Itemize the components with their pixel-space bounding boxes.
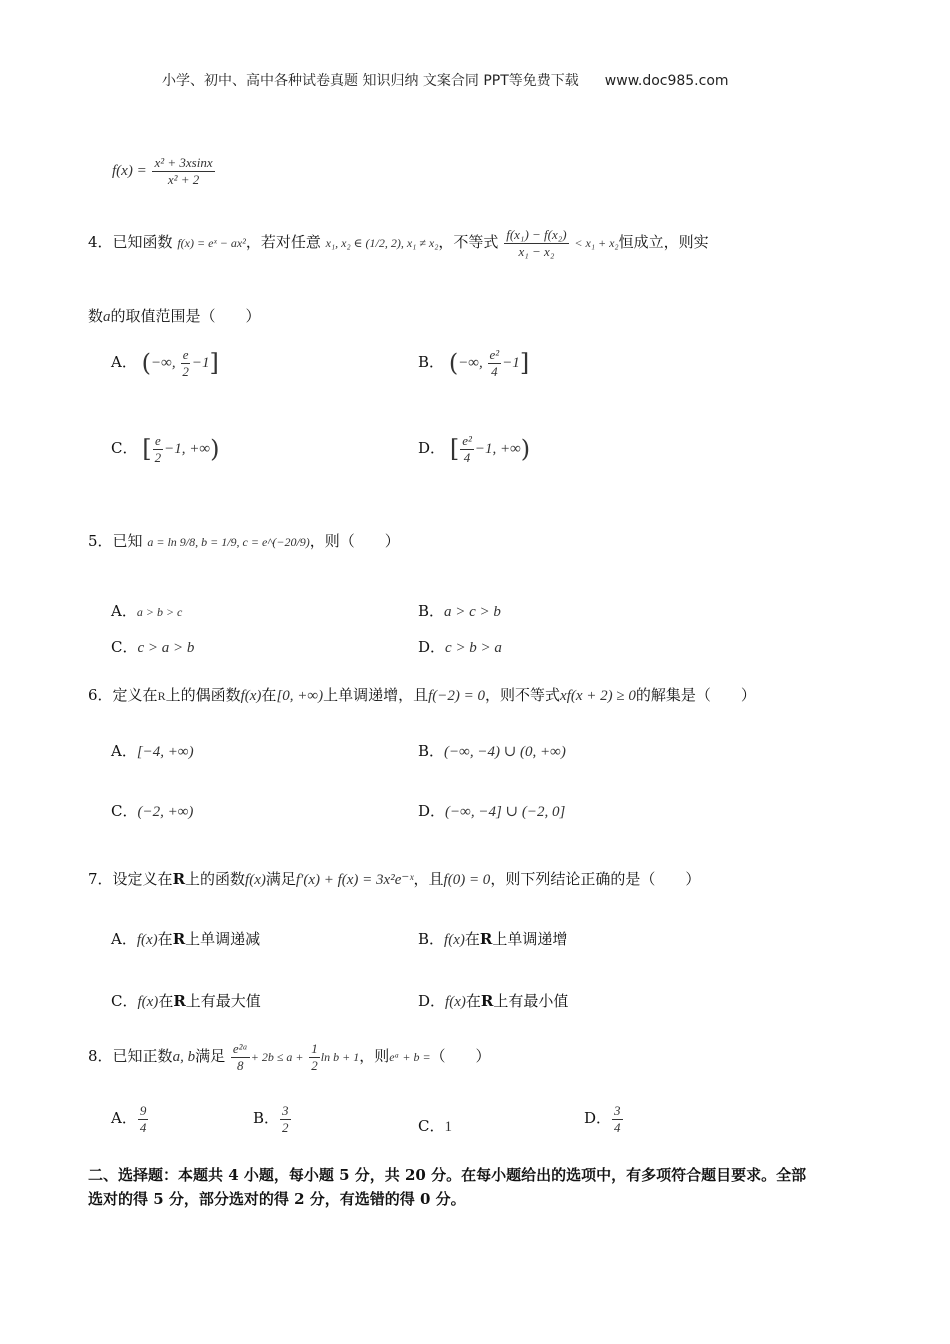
- q4-ineq-num: f(x₁) − f(x₂): [506, 227, 567, 242]
- q4-text: ，若对任意: [245, 233, 321, 252]
- option-num: 3: [282, 1103, 289, 1118]
- option-label: A．: [111, 930, 137, 948]
- q6-cond: f(−2) = 0: [428, 688, 486, 704]
- bracket: ): [520, 435, 531, 464]
- q6-stem: [88, 684, 756, 705]
- option-func: f(x): [445, 994, 466, 1010]
- header-site-text: 小学、初中、高中各种试卷真题 知识归纳 文案合同 PPT等免费下载: [162, 73, 579, 89]
- q4-option-b[interactable]: [418, 348, 529, 378]
- option-expr: −1, +∞: [164, 441, 211, 458]
- bracket: ): [210, 435, 220, 464]
- q6-text: 上的偶函数: [165, 686, 241, 704]
- q8-cond-den2: 2: [311, 1057, 318, 1073]
- option-expr: (−2, +∞): [137, 804, 194, 820]
- option-text: 上有最大值: [185, 992, 261, 1010]
- page-header: [162, 70, 729, 90]
- q6-option-c[interactable]: [111, 800, 193, 821]
- option-expr: a > c > b: [444, 604, 501, 620]
- option-set: R: [479, 930, 493, 948]
- q8-vars: a, b: [172, 1049, 196, 1066]
- q7-number: 7．: [88, 870, 113, 888]
- bracket: [: [142, 435, 152, 464]
- q8-option-a[interactable]: [111, 1104, 149, 1134]
- option-den: 2: [154, 449, 162, 465]
- q4-text: 的取值范围是（ ）: [110, 307, 261, 325]
- bracket: ]: [209, 349, 219, 378]
- section-2-line2: 选对的得 5 分，部分选对的得 2 分，有选错的得 0 分。: [88, 1190, 466, 1208]
- q4-ineq-den: x₁ − x₂: [518, 243, 555, 259]
- q5-option-a[interactable]: [111, 600, 182, 621]
- q6-text: 在: [261, 686, 277, 704]
- q4-ineq-rhs: < x₁ + x₂: [574, 236, 619, 251]
- q5-expr: a = ln 9/8, b = 1/9, c = e^(−20/9): [147, 535, 310, 549]
- option-den: 4: [614, 1119, 621, 1135]
- option-num: 3: [614, 1103, 621, 1118]
- q4-option-a[interactable]: [111, 348, 219, 378]
- option-num: e²: [462, 433, 472, 448]
- section-2-line1: 二、选择题：本题共 4 小题，每小题 5 分，共 20 分。在每小题给出的选项中，有多项符合题目要求。全部: [88, 1166, 807, 1184]
- q6-text: ，则不等式: [485, 686, 561, 704]
- option-num: e: [155, 433, 161, 448]
- option-label: C．: [418, 1117, 445, 1135]
- q5-text: ，则（ ）: [309, 532, 400, 550]
- option-label: B．: [418, 930, 445, 948]
- option-num: e: [182, 347, 189, 362]
- top-formula: [112, 156, 216, 186]
- q6-func: f(x): [240, 688, 262, 704]
- q7-text: 上的函数: [185, 870, 246, 888]
- option-label: D．: [418, 992, 446, 1010]
- q6-text: 的解集是（ ）: [635, 686, 756, 704]
- q6-text: 上单调递增，且: [323, 686, 429, 704]
- bracket: ]: [519, 349, 530, 378]
- option-num: 9: [139, 1103, 147, 1118]
- q5-stem: [88, 530, 400, 551]
- q4-cond: x₁, x₂ ∈ (1/2, 2), x₁ ≠ x₂: [325, 236, 439, 251]
- q6-option-d[interactable]: [418, 800, 565, 821]
- q7-cond: f′(x) + f(x) = 3x²e⁻ˣ: [295, 872, 414, 888]
- top-formula-num: x² + 3xsinx: [154, 155, 213, 170]
- option-set: R: [172, 930, 186, 948]
- option-label: B．: [253, 1109, 280, 1128]
- q7-option-c[interactable]: [111, 990, 261, 1011]
- option-text: 在: [464, 930, 480, 948]
- top-formula-den: x² + 2: [167, 171, 200, 187]
- option-expr: −∞,: [458, 355, 487, 372]
- q4-text: 数: [88, 307, 104, 325]
- q4-func: f(x) = eˣ − ax²: [177, 236, 246, 251]
- q5-option-c[interactable]: [111, 636, 194, 657]
- q4-text: ，不等式: [438, 233, 499, 252]
- option-label: B．: [418, 602, 445, 620]
- q6-interval: [0, +∞): [276, 688, 324, 704]
- option-label: C．: [111, 638, 138, 656]
- option-set: R: [480, 992, 494, 1010]
- option-expr: (−∞, −4] ∪ (−2, 0]: [445, 804, 566, 820]
- option-text: 上单调递增: [492, 930, 568, 948]
- q8-text: 满足: [195, 1047, 226, 1066]
- option-text: 上单调递减: [185, 930, 261, 948]
- option-label: D．: [418, 638, 446, 656]
- q8-option-d[interactable]: [584, 1104, 624, 1134]
- option-label: B．: [418, 742, 445, 760]
- q8-text: 已知正数: [112, 1047, 173, 1066]
- q7-stem: [88, 868, 700, 889]
- option-label: A．: [111, 742, 137, 760]
- q4-text: 恒成立，则实: [618, 233, 709, 252]
- option-num: e²: [489, 347, 500, 362]
- option-expr: −1: [502, 355, 520, 372]
- q8-cond-num: e²ᵃ: [232, 1041, 248, 1056]
- option-den: 4: [463, 449, 471, 465]
- q8-stem: [88, 1042, 491, 1072]
- q8-text: ，则: [359, 1047, 390, 1066]
- q7-text: ，则下列结论正确的是（ ）: [490, 870, 701, 888]
- option-expr: −1: [191, 355, 210, 372]
- q6-option-b[interactable]: [418, 740, 566, 761]
- bracket: [: [449, 435, 460, 464]
- q4-var: a: [103, 309, 111, 325]
- option-expr: (−∞, −4) ∪ (0, +∞): [444, 744, 566, 760]
- q8-expr: eᵃ + b =: [389, 1050, 431, 1065]
- q8-cond-den: 8: [237, 1057, 244, 1073]
- option-text: 上有最小值: [493, 992, 569, 1010]
- option-label: A．: [111, 1109, 137, 1128]
- q4-option-c[interactable]: [111, 434, 219, 464]
- q8-option-c[interactable]: [418, 1115, 452, 1136]
- option-label: A．: [111, 602, 137, 620]
- q8-option-b[interactable]: [253, 1104, 292, 1134]
- q4-stem-line2: [88, 305, 261, 326]
- q7-option-d[interactable]: [418, 990, 568, 1011]
- option-den: 2: [182, 363, 189, 379]
- option-value: 1: [444, 1119, 452, 1135]
- option-expr: −1, +∞: [474, 441, 521, 458]
- option-label: C．: [111, 802, 138, 820]
- option-expr: a > b > c: [136, 605, 183, 619]
- q7-text: 设定义在: [112, 870, 173, 888]
- bracket: (: [448, 349, 459, 378]
- q6-option-a[interactable]: [111, 740, 194, 761]
- option-func: f(x): [444, 932, 465, 948]
- bracket: (: [141, 349, 151, 378]
- q6-text: 定义在: [112, 686, 158, 704]
- option-text: 在: [465, 992, 481, 1010]
- q7-set: R: [172, 870, 186, 888]
- q4-text: 已知函数: [112, 233, 173, 252]
- q6-number: 6．: [88, 686, 113, 704]
- q6-set: R: [157, 689, 166, 703]
- q7-text: 满足: [265, 870, 296, 888]
- q7-cond2: f(0) = 0: [443, 872, 491, 888]
- option-expr: [−4, +∞): [136, 744, 194, 760]
- q7-text: ，且: [413, 870, 444, 888]
- option-label: B．: [418, 353, 445, 372]
- q8-cond-tail: ln b + 1: [320, 1050, 360, 1065]
- q8-number: 8．: [88, 1047, 113, 1066]
- top-formula-lhs: f(x) =: [112, 163, 147, 180]
- q5-option-d[interactable]: [418, 636, 502, 657]
- header-url[interactable]: www.doc985.com: [604, 73, 729, 89]
- q6-ineq: xf(x + 2) ≥ 0: [560, 688, 636, 704]
- option-expr: c > b > a: [445, 640, 502, 656]
- q7-func: f(x): [245, 872, 266, 888]
- option-label: A．: [111, 353, 137, 372]
- option-label: C．: [111, 439, 138, 458]
- q4-number: 4．: [88, 233, 113, 252]
- option-expr: c > a > b: [137, 640, 195, 656]
- q8-text: （ ）: [430, 1047, 491, 1066]
- option-label: C．: [111, 992, 138, 1010]
- option-func: f(x): [136, 932, 158, 948]
- q7-option-b[interactable]: [418, 928, 567, 949]
- q5-option-b[interactable]: [418, 600, 501, 621]
- option-text: 在: [158, 992, 174, 1010]
- option-set: R: [173, 992, 186, 1010]
- q4-option-d[interactable]: [418, 434, 530, 464]
- q8-cond-num2: 1: [311, 1041, 318, 1056]
- option-den: 4: [491, 363, 498, 379]
- option-func: f(x): [137, 994, 159, 1010]
- option-label: D．: [584, 1109, 612, 1128]
- option-label: D．: [418, 802, 446, 820]
- option-den: 2: [282, 1119, 289, 1135]
- option-expr: −∞,: [151, 355, 180, 372]
- q8-cond-mid: + 2b ≤ a +: [250, 1050, 304, 1065]
- option-label: D．: [418, 439, 446, 458]
- q5-number: 5．: [88, 532, 113, 550]
- section-2-heading: [88, 1163, 868, 1211]
- q5-text: 已知: [112, 532, 143, 550]
- option-den: 4: [139, 1119, 147, 1135]
- q7-option-a[interactable]: [111, 928, 260, 949]
- option-text: 在: [157, 930, 173, 948]
- q4-stem: [88, 228, 709, 258]
